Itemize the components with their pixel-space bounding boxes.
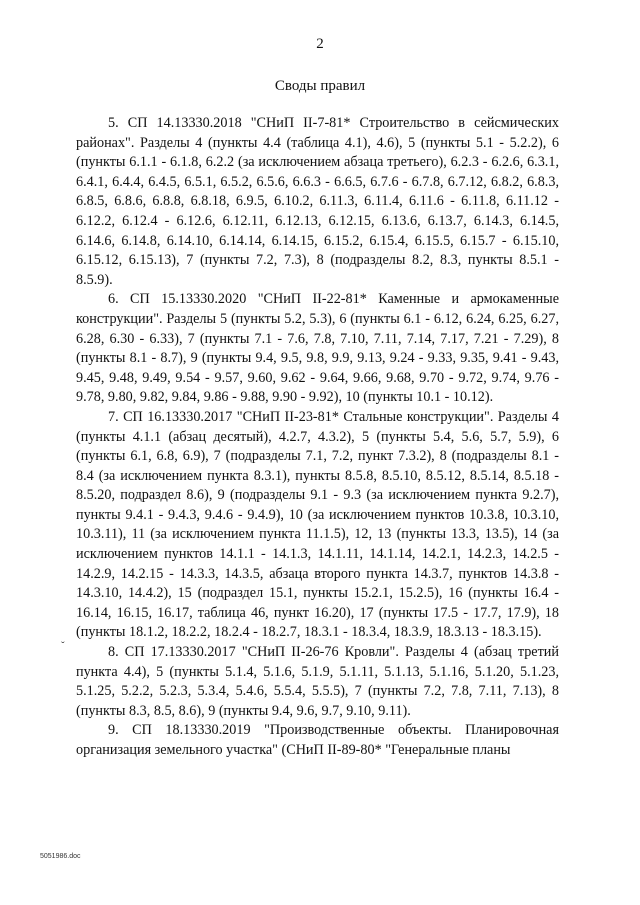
- page-number: 2: [316, 36, 324, 52]
- list-item-7: 7. СП 16.13330.2017 "СНиП II-23-81* Стальные конструкции". Разделы 4 (пункты 4.1.1 (абзац десятый), 4.2.7, 4.3.2), 5 (пункты 5.4, 5.6, 5.7, 5.9), 6 (пункты 6.1, 6.8, 6.9), 7 (подразделы 7.1, 7.2, пункт 7.3.2), 8 (подразделы 8.1 - 8.4 (за исключением пункта 8.3.1), пункты 8.5.8, 8.5.10, 8.5.12, 8.5.14, 8.5.18 - 8.5.20, подраздел 8.6), 9 (подразделы 9.1 - 9.3 (за исключением пункта 9.2.7), пункты 9.4.1 - 9.4.3, 9.4.6 - 9.4.9), 10 (за исключением пунктов 10.3.8, 10.3.10, 10.3.11), 11 (за исключением пункта 11.1.5), 12, 13 (пункты 13.3, 13.5), 14 (за исключением пунктов 14.1.1 - 14.1.3, 14.1.11, 14.1.14, 14.2.1, 14.2.3, 14.2.5 - 14.2.9, 14.2.15 - 14.3.3, 14.3.5, абзаца второго пункта 14.3.7, пунктов 14.3.8 - 14.3.10, 14.4.2), 15 (подраздел 15.1, пункты 15.2.1, 15.2.5), 16 (пункты 16.4 - 16.14, 16.15, 16.17, таблица 46, пункт 16.20), 17 (пункты 17.5 - 17.7, 17.9), 18 (пункты 18.1.2, 18.2.2, 18.2.4 - 18.2.7, 18.3.1 - 18.3.4, 18.3.9, 18.3.13 - 18.3.15).: [76, 408, 559, 641]
- list-item-9: 9. СП 18.13330.2019 "Производственные объекты. Планировочная организация земельного участка" (СНиП II-89-80* "Генеральные планы: [76, 722, 559, 758]
- list-item-8: 8. СП 17.13330.2017 "СНиП II-26-76 Кровли". Разделы 4 (абзац третий пункта 4.4), 5 (пункты 5.1.4, 5.1.6, 5.1.9, 5.1.11, 5.1.13, 5.1.16, 5.1.20, 5.1.23, 5.1.25, 5.2.2, 5.2.3, 5.3.4, 5.4.6, 5.5.4, 5.5.5), 7 (пункты 7.2, 7.8, 7.11, 7.13), 8 (пункты 8.3, 8.5, 8.6), 9 (пункты 9.4, 9.6, 9.7, 9.10, 9.11).: [76, 644, 559, 719]
- list-item-6: 6. СП 15.13330.2020 "СНиП II-22-81* Каменные и армокаменные конструкции". Разделы 5 (пункты 5.2, 5.3), 6 (пункты 6.1 - 6.12, 6.24, 6.25, 6.27, 6.28, 6.30 - 6.33), 7 (пункты 7.1 - 7.6, 7.8, 7.10, 7.11, 7.14, 7.17, 7.21 - 7.29), 8 (пункты 8.1 - 8.7), 9 (пункты 9.4, 9.5, 9.8, 9.9, 9.13, 9.24 - 9.33, 9.35, 9.41 - 9.43, 9.45, 9.48, 9.49, 9.54 - 9.57, 9.60, 9.62 - 9.64, 9.66, 9.68, 9.70 - 9.72, 9.74, 9.76 - 9.78, 9.80, 9.82, 9.84, 9.86 - 9.88, 9.90 - 9.92), 10 (пункты 10.1 - 10.12).: [76, 291, 559, 406]
- document-body: [76, 114, 559, 761]
- list-item-5: 5. СП 14.13330.2018 "СНиП II-7-81* Строительство в сейсмических районах". Разделы 4 (пункты 4.4 (таблица 4.1), 4.6), 5 (пункты 5.1 - 5.2.2), 6 (пункты 6.1.1 - 6.1.8, 6.2.2 (за исключением абзаца третьего), 6.2.3 - 6.2.6, 6.3.1, 6.4.1, 6.4.4, 6.4.5, 6.5.1, 6.5.2, 6.5.6, 6.6.3 - 6.6.5, 6.7.6 - 6.7.8, 6.7.12, 6.8.2, 6.8.3, 6.8.5, 6.8.6, 6.8.8, 6.8.18, 6.9.5, 6.10.2, 6.11.3, 6.11.4, 6.11.6 - 6.11.8, 6.11.12 - 6.12.2, 6.12.4 - 6.12.6, 6.12.11, 6.12.13, 6.12.15, 6.13.6, 6.13.7, 6.14.3, 6.14.5, 6.14.6, 6.14.8, 6.14.10, 6.14.14, 6.14.15, 6.15.2, 6.15.4, 6.15.5, 6.15.7 - 6.15.10, 6.15.12, 6.15.13), 7 (пункты 7.2, 7.3), 8 (подразделы 8.2, 8.3, пункты 8.5.1 - 8.5.9).: [76, 115, 559, 288]
- section-title: Своды правил: [274, 78, 366, 94]
- document-file-code: 5051986.doc: [40, 853, 81, 860]
- margin-mark: ˇ: [61, 640, 65, 652]
